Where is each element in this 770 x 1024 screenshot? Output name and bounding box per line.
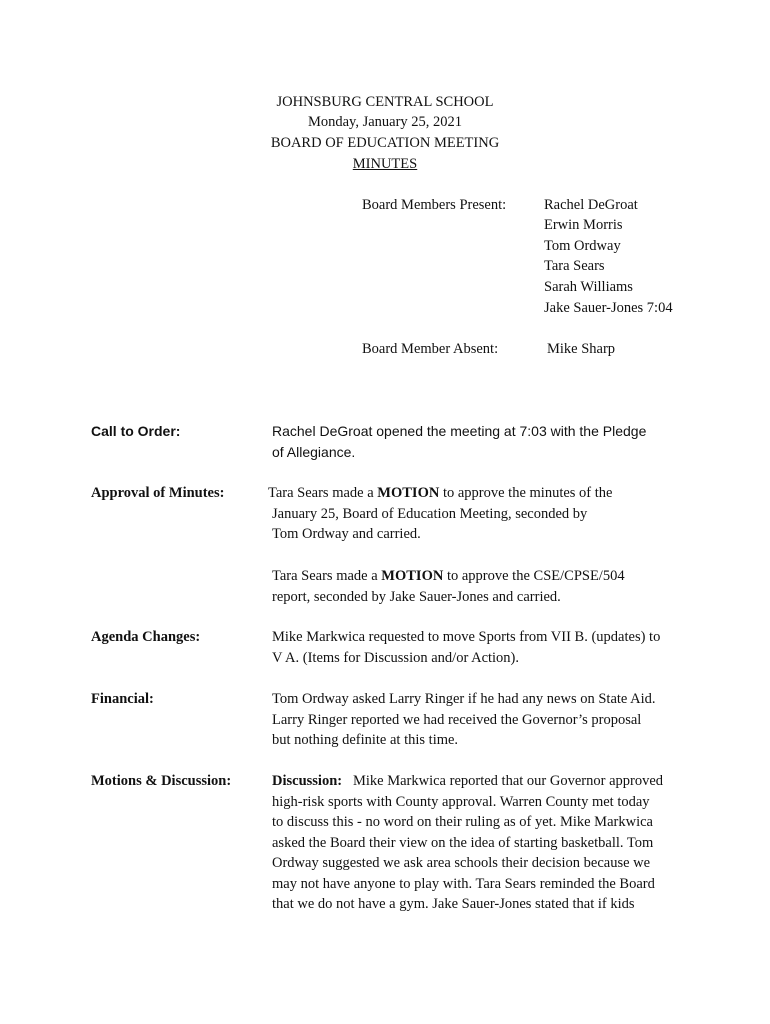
text-line	[268, 483, 688, 504]
text-line: Tom Ordway asked Larry Ringer if he had any news on State Aid.	[272, 691, 656, 707]
motions-discussion-text	[272, 771, 692, 915]
present-member: Tom Ordway	[544, 238, 621, 254]
text-line: Larry Ringer reported we had received the Governor’s proposal	[272, 711, 642, 728]
text-line: of Allegiance.	[272, 444, 356, 460]
text-line: asked the Board their view on the idea of starting basketball. Tom	[272, 834, 654, 851]
financial-label: Financial:	[91, 691, 154, 707]
motion-keyword: MOTION	[381, 568, 444, 584]
financial-text	[272, 689, 692, 751]
text-line: Ordway suggested we ask area schools their decision because we	[272, 855, 651, 871]
call-to-order-text	[272, 421, 692, 463]
text-line: that we do not have a gym. Jake Sauer-Jones stated that if kids	[272, 896, 635, 912]
agenda-changes-label: Agenda Changes:	[91, 629, 201, 645]
text-line: Mike Markwica requested to move Sports from VII B. (updates) to	[272, 629, 661, 645]
text-line: to discuss this - no word on their ruling as of yet. Mike Markwica	[272, 814, 653, 830]
text-line	[272, 566, 692, 587]
approval-label: Approval of Minutes:	[91, 485, 225, 501]
meeting-date: Monday, January 25, 2021	[307, 114, 463, 130]
text-line: high-risk sports with County approval. Warren County met today	[272, 793, 650, 810]
present-member: Tara Sears	[544, 258, 605, 274]
text-line: V A. (Items for Discussion and/or Action).	[272, 649, 520, 666]
present-member: Rachel DeGroat	[544, 197, 638, 213]
present-member: Erwin Morris	[544, 217, 623, 233]
text-line: but nothing definite at this time.	[272, 732, 459, 748]
motion-keyword: MOTION	[377, 485, 440, 501]
text-run: to approve the minutes of the	[439, 485, 613, 501]
text-run: Mike Markwica reported that our Governor approved	[342, 773, 664, 789]
present-label: Board Members Present:	[362, 197, 507, 213]
meeting-title: BOARD OF EDUCATION MEETING	[270, 135, 500, 151]
call-to-order-label: Call to Order:	[91, 423, 181, 439]
motions-discussion-label: Motions & Discussion:	[91, 773, 232, 789]
text-run: Tara Sears made a	[268, 485, 378, 501]
approval-paragraph-1	[268, 483, 688, 545]
agenda-changes-text	[272, 627, 692, 668]
text-line: Tom Ordway and carried.	[272, 526, 421, 542]
absent-member: Mike Sharp	[547, 341, 616, 357]
minutes-label: MINUTES	[352, 156, 418, 172]
discussion-keyword: Discussion:	[272, 773, 343, 789]
text-line: report, seconded by Jake Sauer-Jones and carried.	[272, 588, 561, 605]
text-line: Rachel DeGroat opened the meeting at 7:03 with the Pledge	[272, 423, 647, 439]
doc-type-heading	[0, 156, 770, 173]
present-member: Sarah Williams	[544, 279, 633, 295]
school-name: JOHNSBURG CENTRAL SCHOOL	[276, 94, 494, 110]
text-run: Tara Sears made a	[272, 568, 382, 584]
text-line: may not have anyone to play with. Tara Sears reminded the Board	[272, 875, 655, 892]
text-line: January 25, Board of Education Meeting, seconded by	[272, 505, 588, 522]
text-line	[272, 771, 692, 792]
absent-label: Board Member Absent:	[362, 341, 499, 357]
present-member: Jake Sauer-Jones 7:04	[544, 300, 673, 316]
approval-paragraph-2	[272, 566, 692, 607]
text-run: to approve the CSE/CPSE/504	[443, 568, 625, 584]
